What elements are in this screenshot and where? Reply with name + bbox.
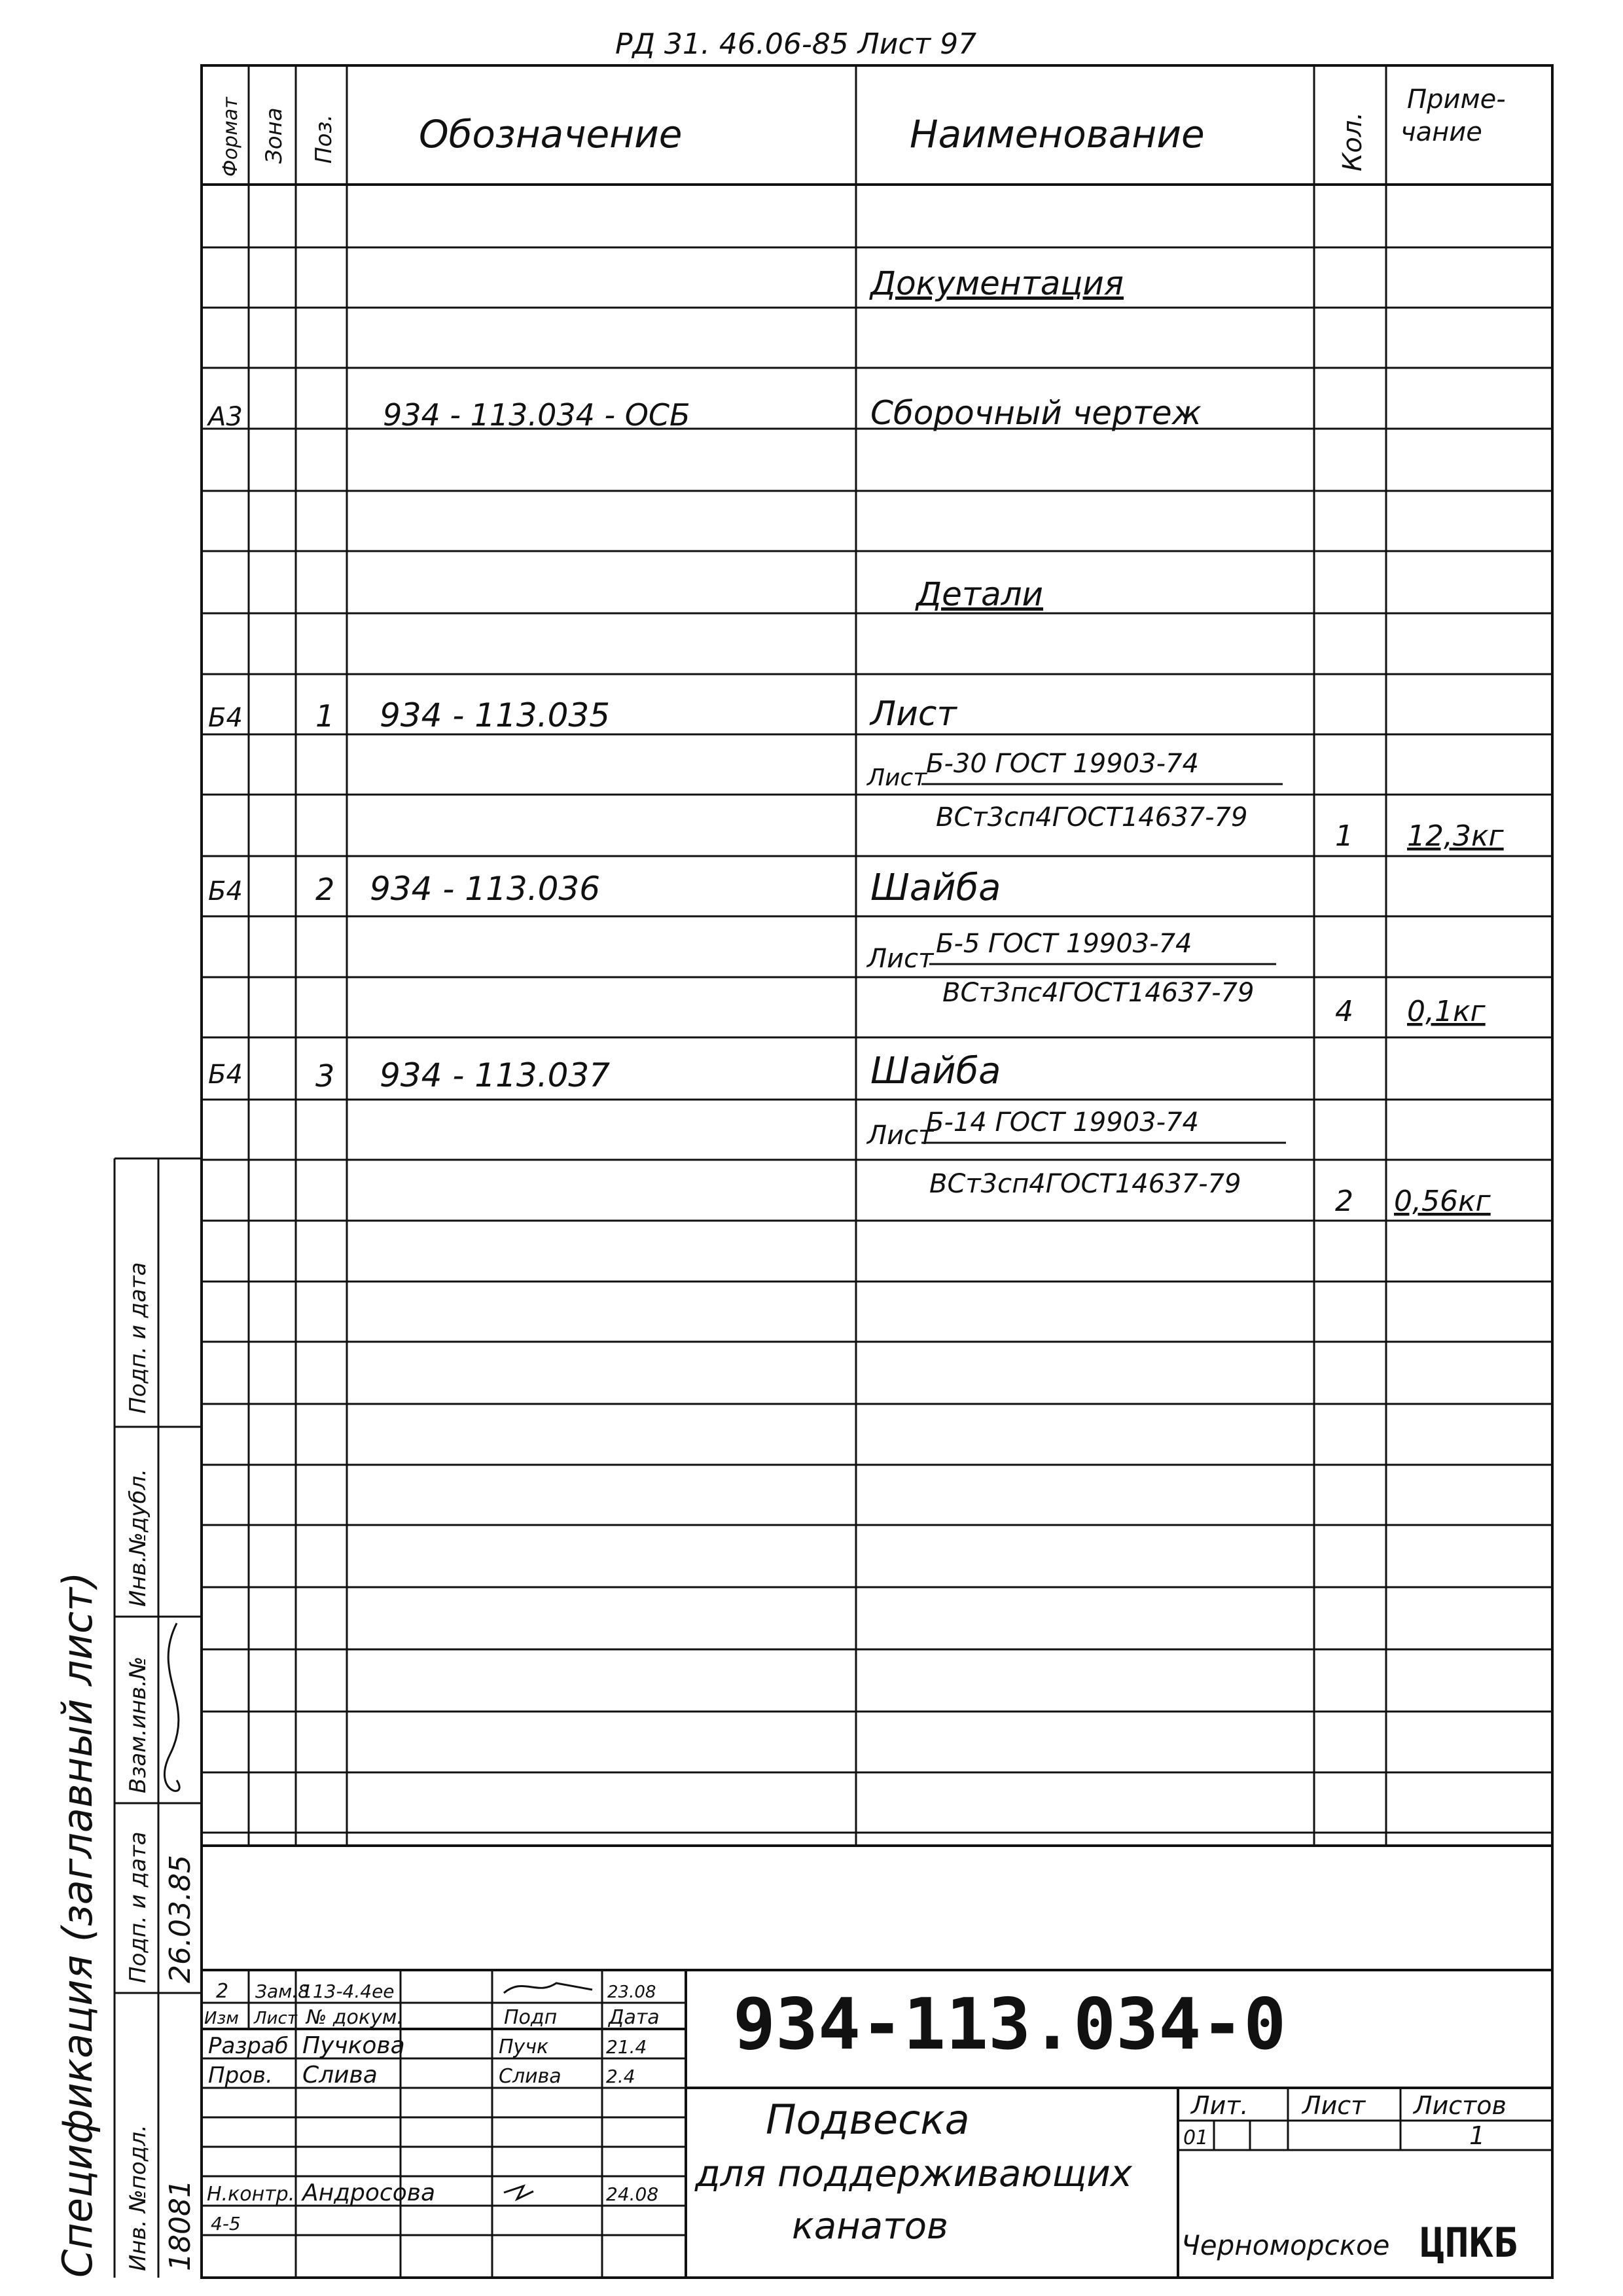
- document-code: 934-113.034-0: [733, 1984, 1287, 2066]
- norm-control-signature: [504, 2186, 533, 2199]
- inventory-number: 18081: [164, 2179, 197, 2271]
- diagonal-signature-mark: [164, 1623, 179, 1791]
- material-sheet-spec: Б-30 ГОСТ 19903-74: [926, 749, 1199, 779]
- margin-label: Подп. и дата: [125, 1262, 151, 1414]
- part-pos: 2: [315, 872, 335, 907]
- product-title-line2: для поддерживающих: [695, 2153, 1132, 2195]
- part-format: Б4: [208, 703, 243, 733]
- part-mass: 0,56кг: [1394, 1185, 1491, 1218]
- document-reference: РД 31. 46.06-85 Лист 97: [615, 27, 977, 61]
- extra-label: 4-5: [211, 2213, 241, 2234]
- margin-label: Взам.инв.№: [125, 1656, 151, 1793]
- col-designation-header: Обозначение: [419, 112, 683, 156]
- part-mass: 0,1кг: [1407, 995, 1486, 1028]
- drawing-format: А3: [208, 402, 243, 432]
- material-steel-spec: ВСт3пс4ГОСТ14637-79: [942, 978, 1255, 1008]
- developed-signature: Пучк: [499, 2036, 549, 2058]
- section-documentation: Документация: [870, 264, 1124, 302]
- signature-date: 26.03.85: [164, 1855, 197, 1983]
- norm-control-label: Н.контр.: [207, 2183, 295, 2206]
- margin-label: Подп. и дата: [125, 1831, 151, 1983]
- change-sheet: Зам.8: [255, 1981, 310, 2002]
- col-name-header: Наименование: [910, 112, 1205, 156]
- doc-number-label: № докум.: [306, 2006, 403, 2029]
- list-label: Лист: [254, 2009, 297, 2028]
- col-format-header: Формат: [219, 97, 242, 177]
- lit-value: 01: [1183, 2126, 1209, 2149]
- drawing-name: Сборочный чертеж: [870, 394, 1202, 432]
- change-signature: [504, 1983, 592, 1993]
- norm-control-date: 24.08: [606, 2183, 659, 2205]
- izm-label: Изм: [204, 2009, 239, 2028]
- part-designation: 934 - 113.037: [380, 1056, 611, 1094]
- sign-label: Подп: [504, 2006, 558, 2029]
- material-prefix: Лист: [867, 1121, 934, 1151]
- col-note-header-line1: Приме-: [1407, 84, 1506, 115]
- part-qty: 2: [1335, 1185, 1353, 1218]
- sheets-value: 1: [1469, 2121, 1486, 2150]
- lit-label: Лит.: [1191, 2091, 1249, 2120]
- developed-date: 21.4: [606, 2036, 647, 2058]
- norm-control-name: Андросова: [302, 2179, 436, 2206]
- change-doc-number: 113-4.4ее: [301, 1981, 395, 2002]
- material-steel-spec: ВСт3сп4ГОСТ14637-79: [936, 802, 1248, 833]
- material-sheet-spec: Б-14 ГОСТ 19903-74: [926, 1107, 1199, 1138]
- section-parts: Детали: [916, 575, 1044, 613]
- part-designation: 934 - 113.036: [370, 870, 601, 908]
- part-name: Шайба: [870, 867, 1001, 909]
- left-margin-strip: [54, 1158, 202, 2278]
- checked-signature: Слива: [499, 2065, 562, 2088]
- developed-name: Пучкова: [302, 2032, 405, 2059]
- part-pos: 3: [315, 1058, 335, 1094]
- sheet-label: Лист: [1302, 2091, 1366, 2120]
- drawing-designation: 934 - 113.034 - ОСБ: [383, 397, 690, 433]
- col-zone-header: Зона: [261, 107, 287, 164]
- part-pos: 1: [315, 698, 335, 734]
- material-sheet-spec: Б-5 ГОСТ 19903-74: [936, 929, 1192, 959]
- checked-date: 2.4: [606, 2066, 635, 2087]
- checked-label: Пров.: [208, 2062, 273, 2089]
- spec-row-lines: [202, 247, 1552, 1833]
- col-qty-header: Кол.: [1338, 111, 1368, 171]
- product-title-line3: канатов: [792, 2205, 948, 2248]
- part-format: Б4: [208, 876, 243, 906]
- vertical-doc-title: Спецификация (заглавный лист): [54, 1571, 101, 2278]
- part-name: Шайба: [870, 1050, 1001, 1092]
- part-name: Лист: [870, 694, 957, 734]
- material-prefix: Лист: [867, 764, 927, 791]
- developed-label: Разраб: [208, 2033, 289, 2059]
- part-designation: 934 - 113.035: [380, 696, 611, 734]
- date-label: Дата: [609, 2006, 660, 2029]
- part-qty: 4: [1335, 995, 1353, 1028]
- change-date: 23.08: [607, 1982, 656, 2002]
- organization-prefix: Черноморское: [1181, 2229, 1390, 2261]
- part-format: Б4: [208, 1060, 243, 1090]
- margin-label: Инв.№дубл.: [125, 1468, 151, 1607]
- material-steel-spec: ВСт3сп4ГОСТ14637-79: [929, 1169, 1241, 1199]
- col-note-header-line2: чание: [1400, 117, 1482, 147]
- margin-label: Инв. №подл.: [125, 2125, 151, 2271]
- organization-name: ЦПКБ: [1420, 2219, 1518, 2267]
- product-title-line1: Подвеска: [766, 2096, 970, 2144]
- material-prefix: Лист: [867, 944, 934, 974]
- part-qty: 1: [1335, 819, 1353, 853]
- sheets-label: Листов: [1414, 2091, 1507, 2120]
- checked-name: Слива: [302, 2062, 378, 2089]
- col-pos-header: Поз.: [311, 114, 337, 164]
- change-number: 2: [216, 1980, 229, 2003]
- part-mass: 12,3кг: [1407, 819, 1504, 853]
- spec-header: [219, 84, 1506, 177]
